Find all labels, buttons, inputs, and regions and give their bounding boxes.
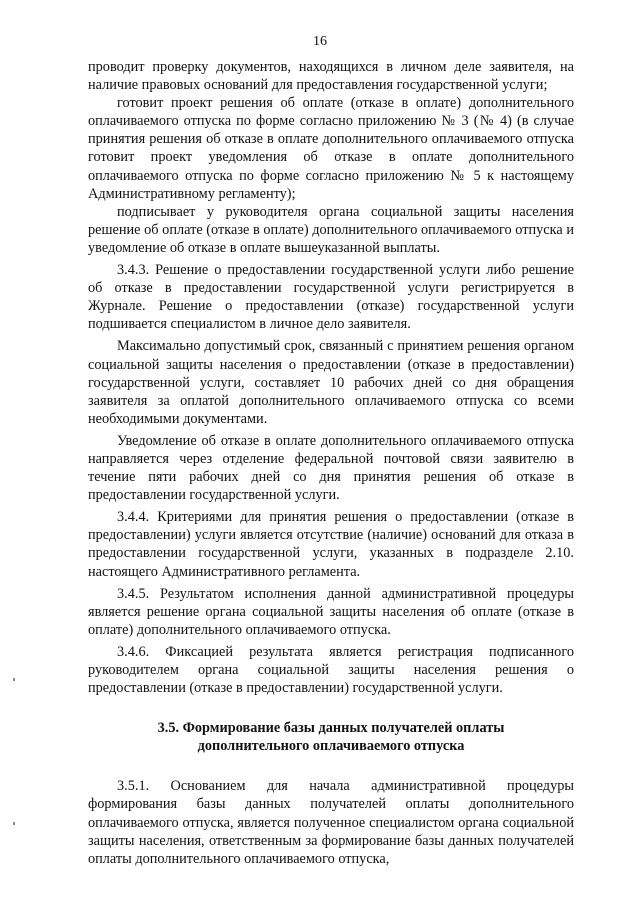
scan-mark	[13, 822, 15, 825]
page-number: 16	[313, 34, 327, 49]
section-heading-3-5	[88, 719, 574, 755]
document-body	[88, 58, 574, 868]
paragraph-refusal-notice: Уведомление об отказе в оплате дополнительного оплачиваемого отпуска направляется через отделение федеральной почтовой связи заявителю в течение пяти рабочих дней со дня принятия решения об отказе в предоставлении государственной услуги.	[88, 432, 574, 504]
paragraph-3-4-4: 3.4.4. Критериями для принятия решения о предоставлении (отказе в предоставлении) услуги является отсутствие (наличие) оснований для отказа в предоставлении государственной услуги, указанных в подразделе 2.10. настоящего Административного регламента.	[88, 509, 574, 580]
section-heading-line: 3.5. Формирование базы данных получателей оплаты	[157, 720, 505, 737]
paragraph-draft-decision: готовит проект решения об оплате (отказе в оплате) дополнительного оплачиваемого отпуска по форме согласно приложению № 3 (№ 4) (в случае принятия решения об отказе в оплате дополнительного оплачиваемого отпуска готовит проект уведомления об отказе в оплате дополнительного оплачиваемого отпуска по форме согласно приложению № 5 к настоящему Административному регламенту);	[88, 95, 574, 202]
paragraph-3-4-6: 3.4.6. Фиксацией результата является регистрация подписанного руководителем органа социальной защиты населения решения о предоставлении (отказе в предоставлении) государственной услуги.	[88, 643, 574, 697]
paragraph-verification: проводит проверку документов, находящихся в личном деле заявителя, на наличие правовых оснований для предоставления государственной услуги;	[88, 59, 574, 94]
scan-mark	[13, 678, 15, 681]
paragraph-signing: подписывает у руководителя органа социальной защиты населения решение об оплате (отказе в оплате) дополнительного оплачиваемого отпуска и уведомление об отказе в оплате вышеуказанной выплаты.	[88, 203, 574, 256]
paragraph-max-term: Максимально допустимый срок, связанный с принятием решения органом социальной защиты населения о предоставлении (отказе в предоставлении) государственной услуги, составляет 10 рабочих дней со дня обращения заявителя за оплатой дополнительного оплачиваемого отпуска со всеми необходимыми документами.	[88, 338, 574, 427]
paragraph-3-4-3: 3.4.3. Решение о предоставлении государственной услуги либо решение об отказе в предоставлении государственной услуги регистрируется в Журнале. Решение о предоставлении (отказе) государственной услуги подшивается специалистом в личное дело заявителя.	[88, 262, 574, 333]
paragraph-3-5-1: 3.5.1. Основанием для начала административной процедуры формирования базы данных получателей оплаты дополнительного оплачиваемого отпуска, является полученное специалистом органа социальной защиты населения, ответственным за формирование базы данных получателей оплаты дополнительного оплачиваемого отпуска,	[88, 778, 574, 867]
paragraph-3-4-5: 3.4.5. Результатом исполнения данной административной процедуры является решение органа социальной защиты населения об оплате (отказе в оплате) дополнительного оплачиваемого отпуска.	[88, 585, 574, 638]
section-heading-line: дополнительного оплачиваемого отпуска	[197, 738, 465, 755]
